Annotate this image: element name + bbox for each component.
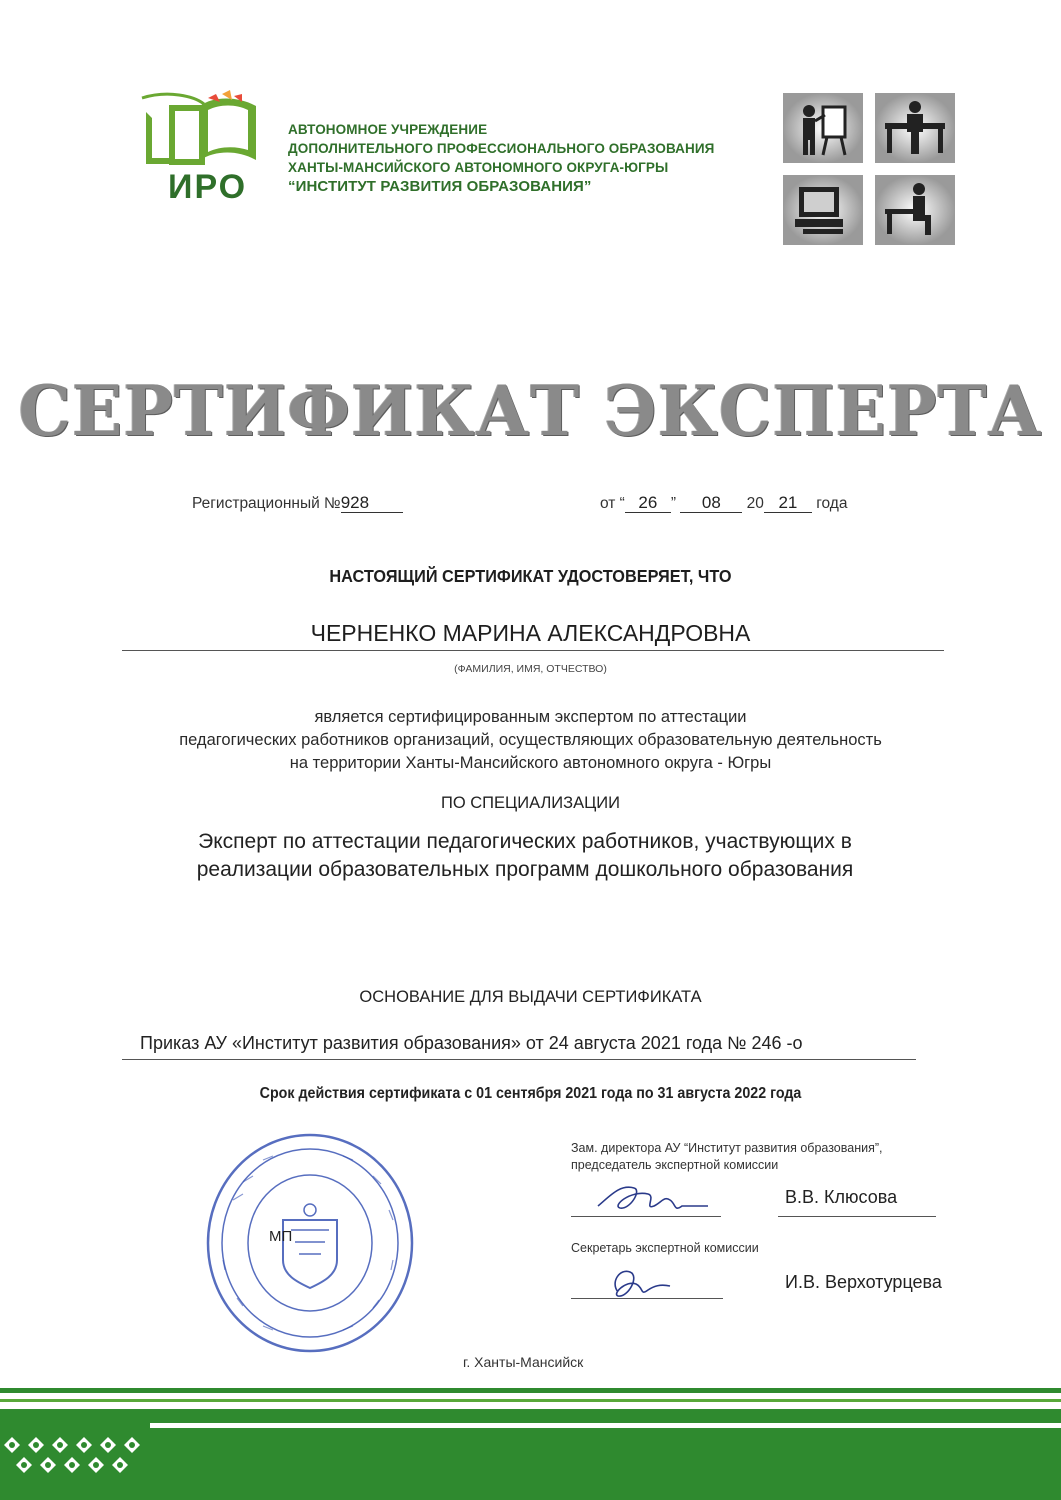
basis-order: Приказ АУ «Институт развития образования» от 24 августа 2021 года № 246 -о xyxy=(140,1033,803,1053)
stamp-mp-label: МП xyxy=(269,1228,293,1245)
ornament-pattern xyxy=(0,1423,150,1483)
description-line-3: на территории Ханты-Мансийского автономного округа - Югры xyxy=(289,754,772,772)
date-year-prefix: 20 xyxy=(746,495,764,512)
teacher-board-icon xyxy=(783,93,863,163)
org-line-4: “ИНСТИТУТ РАЗВИТИЯ ОБРАЗОВАНИЯ” xyxy=(288,178,592,195)
city: г. Ханты-Мансийск xyxy=(463,1354,584,1370)
handwritten-signature-icon xyxy=(590,1176,710,1220)
date-quote-close: ” xyxy=(670,495,677,512)
ornament-icon xyxy=(0,1423,150,1483)
specialization-line-1: Эксперт по аттестации педагогических работников, участвующих в xyxy=(198,830,852,853)
student-desk-icon xyxy=(875,175,955,245)
person-name: ЧЕРНЕНКО МАРИНА АЛЕКСАНДРОВНА xyxy=(310,620,751,646)
chair-signature-line xyxy=(571,1216,721,1217)
validity-period: Срок действия сертификата с 01 сентября 2021 года по 31 августа 2022 года xyxy=(259,1085,802,1102)
chair-role-line-1: Зам. директора АУ “Институт развития образования”, xyxy=(571,1141,883,1155)
logo-text: ИРО xyxy=(168,168,248,206)
seal-icon xyxy=(203,1130,417,1356)
footer-stripe-4 xyxy=(0,1428,1061,1500)
registration-number: 928 xyxy=(341,494,403,513)
iro-logo xyxy=(138,88,270,206)
registration-label: Регистрационный № xyxy=(192,495,341,512)
registration-date-row xyxy=(600,494,847,513)
chair-signature xyxy=(590,1176,710,1220)
description xyxy=(0,706,1061,775)
basis-heading: ОСНОВАНИЕ ДЛЯ ВЫДАЧИ СЕРТИФИКАТА xyxy=(359,988,702,1006)
specialization-line-2: реализации образовательных программ дошкольного образования xyxy=(196,858,854,881)
org-line-2: ДОПОЛНИТЕЛЬНОГО ПРОФЕССИОНАЛЬНОГО ОБРАЗОВАНИЯ xyxy=(288,141,715,156)
computer-icon xyxy=(783,175,863,245)
date-year-suffix: 21 xyxy=(764,494,812,513)
chair-role-line-2: председатель экспертной комиссии xyxy=(571,1158,779,1172)
secretary-role: Секретарь экспертной комиссии xyxy=(571,1241,759,1255)
pictogram-grid xyxy=(783,93,955,245)
date-day: 26 xyxy=(625,494,671,513)
secretary-signature xyxy=(600,1262,690,1302)
certifies-heading: НАСТОЯЩИЙ СЕРТИФИКАТ УДОСТОВЕРЯЕТ, ЧТО xyxy=(329,566,732,586)
org-line-3: ХАНТЫ-МАНСИЙСКОГО АВТОНОМНОГО ОКРУГА-ЮГРЫ xyxy=(288,160,669,175)
chair-role xyxy=(571,1140,883,1174)
handwritten-signature-icon xyxy=(600,1262,690,1302)
secretary-signature-line xyxy=(571,1298,723,1299)
registration-number-row xyxy=(192,494,403,513)
description-line-2: педагогических работников организаций, осуществляющих образовательную деятельность xyxy=(179,731,882,749)
lecture-desk-icon xyxy=(875,93,955,163)
org-line-1: АВТОНОМНОЕ УЧРЕЖДЕНИЕ xyxy=(288,122,488,137)
date-prefix: от “ xyxy=(600,495,625,512)
description-line-1: является сертифицированным экспертом по аттестации xyxy=(314,708,747,726)
date-year-word: года xyxy=(816,495,848,512)
name-caption: (ФАМИЛИЯ, ИМЯ, ОТЧЕСТВО) xyxy=(454,663,607,675)
secretary-name: И.В. Верхотурцева xyxy=(785,1272,942,1292)
footer-stripe-2 xyxy=(0,1399,1061,1402)
footer-stripe-3 xyxy=(0,1409,1061,1423)
name-underline xyxy=(122,650,944,651)
official-seal xyxy=(203,1130,417,1356)
specialization-text xyxy=(0,828,1050,884)
chair-name-line xyxy=(778,1216,936,1217)
specialization-heading: ПО СПЕЦИАЛИЗАЦИИ xyxy=(440,794,621,812)
order-underline xyxy=(122,1059,916,1060)
chair-name: В.В. Клюсова xyxy=(785,1187,898,1207)
date-month: 08 xyxy=(680,494,742,513)
footer-stripe-1 xyxy=(0,1388,1061,1393)
certificate-title: СЕРТИФИКАТ ЭКСПЕРТА xyxy=(18,370,1043,452)
organization-name xyxy=(288,120,714,196)
